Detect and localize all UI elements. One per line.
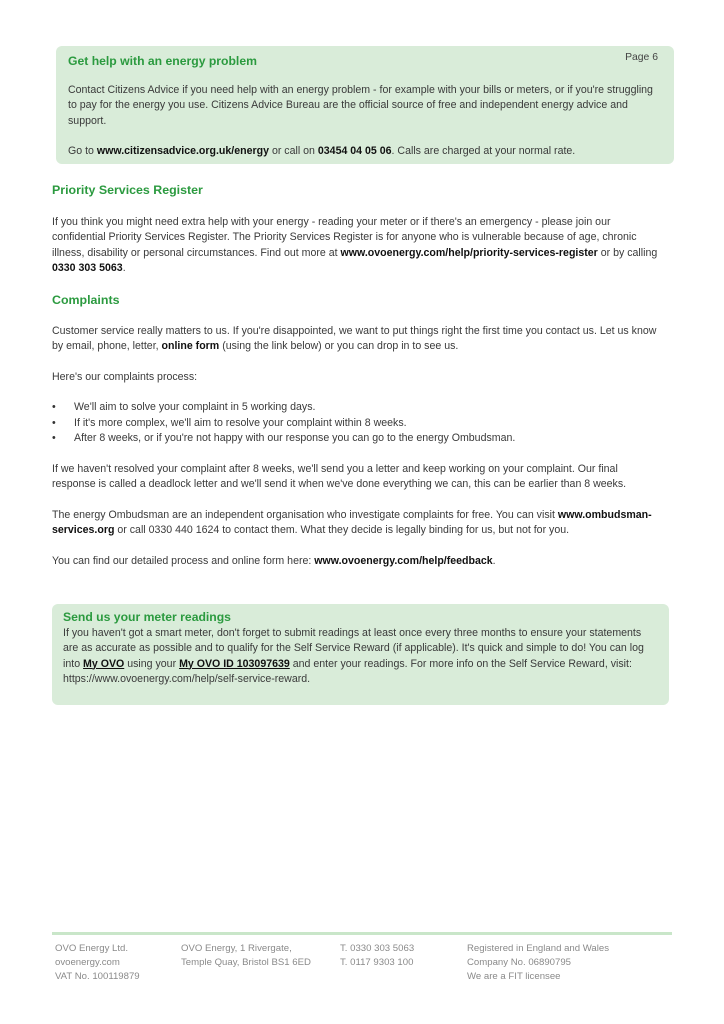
feedback-link[interactable]: www.ovoenergy.com/help/feedback — [314, 554, 493, 567]
help-box-body: Contact Citizens Advice if you need help with an energy problem - for example with your bills or meters, or if you're struggling to pay for the energy you use. Citizens Advice Bureau are the official source of free and independent energy advice and support. — [68, 83, 653, 127]
complaints-process-intro: Here's our complaints process: — [52, 370, 198, 383]
priority-register-link[interactable]: www.ovoenergy.com/help/priority-services-register — [340, 246, 598, 259]
feedback-paragraph: You can find our detailed process and online form here: www.ovoenergy.com/help/feedback. — [52, 554, 496, 567]
meter-readings-box — [52, 604, 669, 705]
citizens-advice-phone: 03454 04 05 06 — [317, 145, 392, 157]
footer-registration: Registered in England and Wales Company No. 06890795 We are a FIT licensee — [467, 943, 610, 982]
citizens-advice-link[interactable]: www.citizensadvice.org.uk/energy — [96, 145, 269, 157]
meter-box-body: If you haven't got a smart meter, don't forget to submit readings at least once every three months to ensure your statements are as accurate as possible and to qualify for the Self Service Reward (if applicable). It's quick and simple to do! You can log into My OVO using your My OVO ID 103097639 and enter your readings. For more info on the Self Service Reward, visit: https://www.ovoenergy.com/help/self-service-reward. — [63, 626, 644, 685]
priority-heading: Priority Services Register — [52, 183, 203, 197]
footer-address: OVO Energy, 1 Rivergate, Temple Quay, Bristol BS1 6ED — [181, 943, 311, 968]
help-box-contact: Go to www.citizensadvice.org.uk/energy or call on 03454 04 05 06. Calls are charged at your normal rate. — [68, 145, 576, 157]
page-number: Page 6 — [625, 52, 658, 63]
list-item: • We'll aim to solve your complaint in 5 working days. — [52, 400, 664, 416]
footer-company: OVO Energy Ltd. ovoenergy.com VAT No. 100119879 — [55, 943, 140, 982]
footer-divider — [52, 932, 672, 935]
complaints-intro: Customer service really matters to us. If you're disappointed, we want to put things right the first time you contact us. Let us know by email, phone, letter, online form (using the link below) or you can drop in to see us. — [52, 324, 657, 352]
priority-body: If you think you might need extra help with your energy - reading your meter or if there's an emergency - please join our confidential Priority Services Register. The Priority Services Register is for anyone who is vulnerable because of age, chronic illness, disability or personal circumstances. Find out more at www.ovoenergy.com/help/priority-services-register or by calling 0330 303 5063. — [52, 215, 658, 274]
deadlock-paragraph: If we haven't resolved your complaint after 8 weeks, we'll send you a letter and keep working on your complaint. Our final response is called a deadlock letter and we'll send it when we've done everything we can, this can be earlier than 8 weeks. — [52, 462, 627, 490]
complaints-heading: Complaints — [52, 293, 120, 307]
priority-phone: 0330 303 5063 — [52, 262, 123, 274]
priority-section — [52, 183, 664, 277]
complaints-process-list — [52, 400, 664, 447]
ombudsman-paragraph: The energy Ombudsman are an independent organisation who investigate complaints for free. You can visit www.ombudsman-services.org or call 0330 440 1624 to contact them. What they decide is legally binding for us, but not for you. — [52, 508, 652, 536]
footer-phones: T. 0330 303 5063 T. 0117 9303 100 — [340, 943, 415, 968]
my-ovo-id-link[interactable]: My OVO ID 103097639 — [179, 657, 290, 670]
list-item: • If it's more complex, we'll aim to resolve your complaint within 8 weeks. — [52, 416, 664, 432]
my-ovo-link[interactable]: My OVO — [83, 657, 125, 670]
energy-help-box — [56, 46, 674, 164]
online-form-link[interactable]: online form — [161, 340, 220, 352]
meter-box-title: Send us your meter readings — [63, 610, 231, 624]
complaints-section — [52, 293, 664, 569]
list-item: • After 8 weeks, or if you're not happy with our response you can go to the energy Ombudsman. — [52, 431, 664, 447]
help-box-title: Get help with an energy problem — [68, 54, 257, 68]
ombudsman-link[interactable]: www.ombudsman-services.org — [52, 508, 652, 536]
